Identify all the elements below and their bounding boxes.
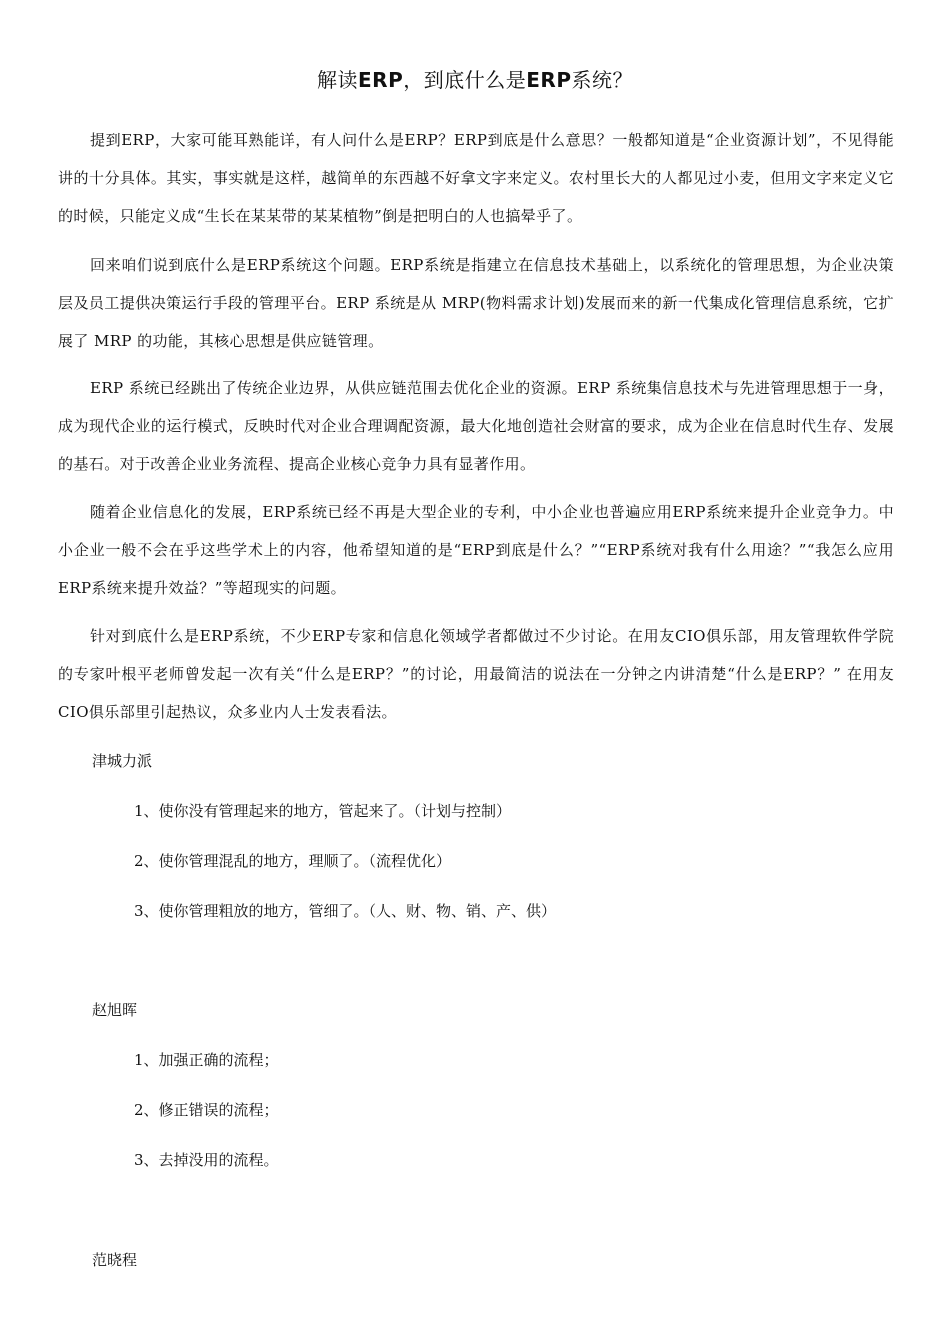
title-part: 系统？ — [571, 68, 633, 92]
list-item: 1、使你没有管理起来的地方，管起来了。（计划与控制） — [134, 802, 512, 820]
paragraph-discussion: 针对到底什么是ERP系统，不少ERP专家和信息化领域学者都做过不少讨论。在用友CIO俱乐部，用友管理软件学院的专家叶根平老师曾发起一次有关“什么是ERP？”的讨论，用最简洁的说法在一分钟之内讲清楚“什么是ERP？” 在用友CIO俱乐部里引起热议，众多业内人士发表看法。 — [58, 627, 894, 721]
paragraph-supply-chain: ERP 系统已经跳出了传统企业边界，从供应链范围去优化企业的资源。ERP 系统集信息技术与先进管理思想于一身，成为现代企业的运行模式，反映时代对企业合理调配资源，最大化地创造社会财富的要求，成为企业在信息时代生存、发展的基石。对于改善企业业务流程、提高企业核心竞争力具有显著作用。 — [58, 379, 894, 473]
title-part: ERP — [358, 68, 404, 92]
paragraph-definition: 回来咱们说到底什么是ERP系统这个问题。ERP系统是指建立在信息技术基础上，以系统化的管理思想，为企业决策层及员工提供决策运行手段的管理平台。ERP 系统是从 MRP(物料需求计划)发展而来的新一代集成化管理信息系统，它扩展了 MRP 的功能，其核心思想是供应链管理。 — [58, 256, 894, 350]
title-part: 解读 — [317, 68, 359, 92]
list-item: 2、修正错误的流程； — [134, 1101, 279, 1119]
list-item: 3、去掉没用的流程。 — [134, 1151, 279, 1169]
paragraph-intro: 提到ERP，大家可能耳熟能详，有人问什么是ERP？ERP到底是什么意思？一般都知道是“企业资源计划”，不见得能讲的十分具体。其实，事实就是这样，越简单的东西越不好拿文字来定义。农村里长大的人都见过小麦，但用文字来定义它的时候，只能定义成“生长在某某带的某某植物”倒是把明白的人也搞晕乎了。 — [58, 131, 894, 225]
section-label: 赵旭晖 — [92, 1001, 138, 1019]
list-item: 2、使你管理混乱的地方，理顺了。（流程优化） — [134, 852, 452, 870]
paragraph-sme: 随着企业信息化的发展，ERP系统已经不再是大型企业的专利，中小企业也普遍应用ERP系统来提升企业竞争力。中小企业一般不会在乎这些学术上的内容，他希望知道的是“ERP到底是什么？”“ERP系统对我有什么用途？”“我怎么应用ERP系统来提升效益？”等超现实的问题。 — [58, 503, 894, 597]
document-title — [0, 64, 950, 96]
list-item: 3、使你管理粗放的地方，管细了。（人、财、物、销、产、供） — [134, 902, 557, 920]
title-part: ，到底什么是 — [403, 68, 527, 92]
section-label: 范晓程 — [92, 1251, 138, 1269]
list-item: 1、加强正确的流程； — [134, 1051, 279, 1069]
title-part: ERP — [526, 68, 572, 92]
section-label: 津城力派 — [92, 752, 153, 770]
